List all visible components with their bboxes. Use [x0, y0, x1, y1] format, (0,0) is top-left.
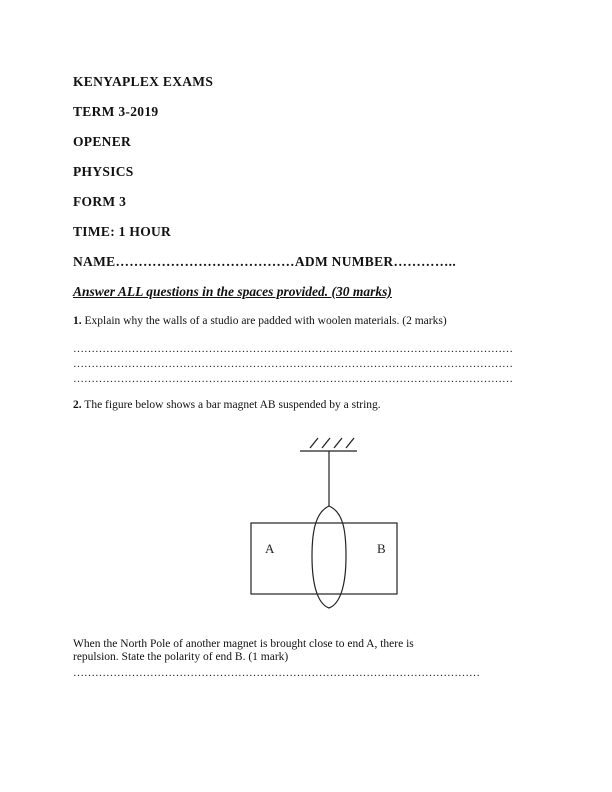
school-name: KENYAPLEX EXAMS [73, 74, 214, 89]
followup-line-2: repulsion. State the polarity of end B. (1 mark) [73, 651, 289, 663]
term-label: TERM 3-2019 [73, 104, 159, 119]
subject-label: PHYSICS [73, 164, 134, 179]
end-a-label: A [265, 541, 275, 556]
answer-line-1: ………………………………………………………………………………………………………… [73, 343, 513, 355]
ceiling-hatch [310, 438, 354, 448]
question-1-text: Explain why the walls of a studio are padded with woolen materials. (2 marks) [81, 315, 447, 327]
time-label: TIME: 1 HOUR [73, 224, 172, 239]
answer-line-2: ………………………………………………………………………………………………………… [73, 358, 513, 370]
question-2-number: 2. [73, 399, 82, 411]
end-b-label: B [377, 541, 386, 556]
name-adm-line: NAME…………………………………ADM NUMBER………….. [73, 254, 457, 269]
exam-type: OPENER [73, 134, 132, 149]
question-1-number: 1. [73, 315, 82, 327]
question-2-text: The figure below shows a bar magnet AB suspended by a string. [81, 399, 381, 411]
string-loop [312, 506, 346, 608]
answer-line-4: ………………………………………………………………………………………………… [73, 667, 480, 679]
followup-line-1: When the North Pole of another magnet is brought close to end A, there is [73, 638, 414, 650]
instructions: Answer ALL questions in the spaces provided. (30 marks) [73, 284, 392, 299]
form-label: FORM 3 [73, 194, 127, 209]
question-2-followup [73, 638, 414, 664]
bar-magnet [251, 523, 397, 594]
answer-line-3: ………………………………………………………………………………………………………… [73, 373, 513, 385]
